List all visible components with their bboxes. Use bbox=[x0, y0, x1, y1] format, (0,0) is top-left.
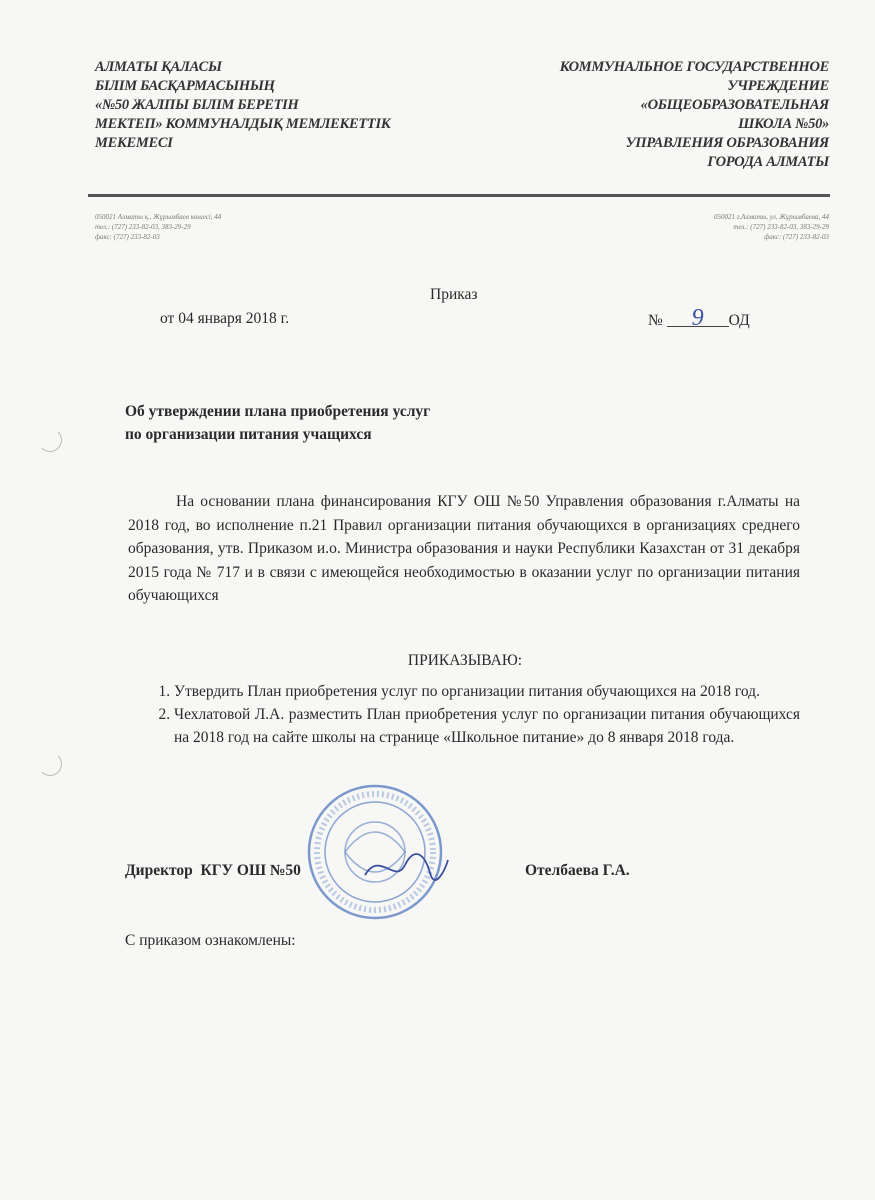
header-right-line: ШКОЛА №50» bbox=[738, 116, 829, 132]
header-left bbox=[95, 58, 390, 153]
header-right-line: «ОБЩЕОБРАЗОВАТЕЛЬНАЯ bbox=[640, 97, 829, 113]
signature bbox=[360, 845, 450, 895]
punch-hole bbox=[38, 752, 62, 776]
punch-hole bbox=[38, 428, 62, 452]
address-left bbox=[95, 212, 221, 242]
acknowledged-label: С приказом ознакомлены: bbox=[125, 932, 296, 949]
order-body: На основании плана финансирования КГУ ОШ №50 Управления образования г.Алматы на 2018 год, во исполнение п.21 Правил организации питания обучающихся в организациях среднего образования, утв. Приказом и.о. Министра образования и науки Республики Казахстан от 31 декабря 2015 года № 717 и в связи с имеющейся необходимостью в оказании услуг по организации питания обучающихся bbox=[128, 493, 800, 604]
address-line: факс: (727) 233-82-03 bbox=[95, 233, 160, 241]
header-left-line: МЕКТЕП» КОММУНАЛДЫҚ МЕМЛЕКЕТТІК bbox=[95, 116, 391, 132]
header-right-line: КОММУНАЛЬНОЕ ГОСУДАРСТВЕННОЕ bbox=[559, 59, 829, 75]
header-left-line: БІЛІМ БАСҚАРМАСЫНЫҢ bbox=[95, 78, 275, 94]
address-line: тел.: (727) 233-82-03, 383-29-29 bbox=[95, 223, 191, 231]
order-date: от 04 января 2018 г. bbox=[160, 310, 290, 327]
header-right bbox=[560, 58, 829, 172]
order-number bbox=[648, 305, 750, 331]
header-right-line: УЧРЕЖДЕНИЕ bbox=[727, 78, 829, 94]
title-line: Об утверждении плана приобретения услуг bbox=[125, 403, 431, 420]
address-right bbox=[714, 212, 829, 242]
signature-role: Директор КГУ ОШ №50 bbox=[125, 862, 301, 879]
order-items bbox=[150, 680, 800, 749]
order-item: 2. Чехлатовой Л.А. разместить План приобретения услуг по организации питания обучающихся на 2018 год на сайте школы на странице «Школьное питание» до 8 января 2018 года. bbox=[174, 703, 800, 749]
header-left-line: АЛМАТЫ ҚАЛАСЫ bbox=[95, 59, 222, 75]
number-prefix: № bbox=[648, 312, 663, 329]
address-line: факс: (727) 233-82-03 bbox=[764, 233, 829, 241]
address-line: тел.: (727) 233-82-03, 383-29-29 bbox=[733, 223, 829, 231]
order-item: 1. Утвердить План приобретения услуг по организации питания обучающихся на 2018 год. bbox=[174, 680, 800, 703]
number-suffix: ОД bbox=[728, 312, 750, 329]
address-line: 050021 г.Алматы, ул. Жұрымбаева, 44 bbox=[714, 213, 829, 221]
header-right-line: ГОРОДА АЛМАТЫ bbox=[707, 154, 829, 170]
doc-type: Приказ bbox=[430, 286, 478, 303]
order-title bbox=[125, 400, 430, 446]
header-divider bbox=[88, 194, 830, 197]
address-line: 050021 Алматы қ., Жұрымбаев көшесі, 44 bbox=[95, 213, 222, 221]
number-value: 9 bbox=[667, 310, 729, 327]
header-left-line: «№50 ЖАЛПЫ БІЛІМ БЕРЕТІН bbox=[95, 97, 299, 113]
title-line: по организации питания учащихся bbox=[125, 426, 372, 443]
order-word: ПРИКАЗЫВАЮ: bbox=[407, 652, 523, 669]
header-right-line: УПРАВЛЕНИЯ ОБРАЗОВАНИЯ bbox=[625, 135, 829, 151]
signature-name: Отелбаева Г.А. bbox=[525, 862, 630, 879]
header-left-line: МЕКЕМЕСІ bbox=[95, 135, 173, 151]
